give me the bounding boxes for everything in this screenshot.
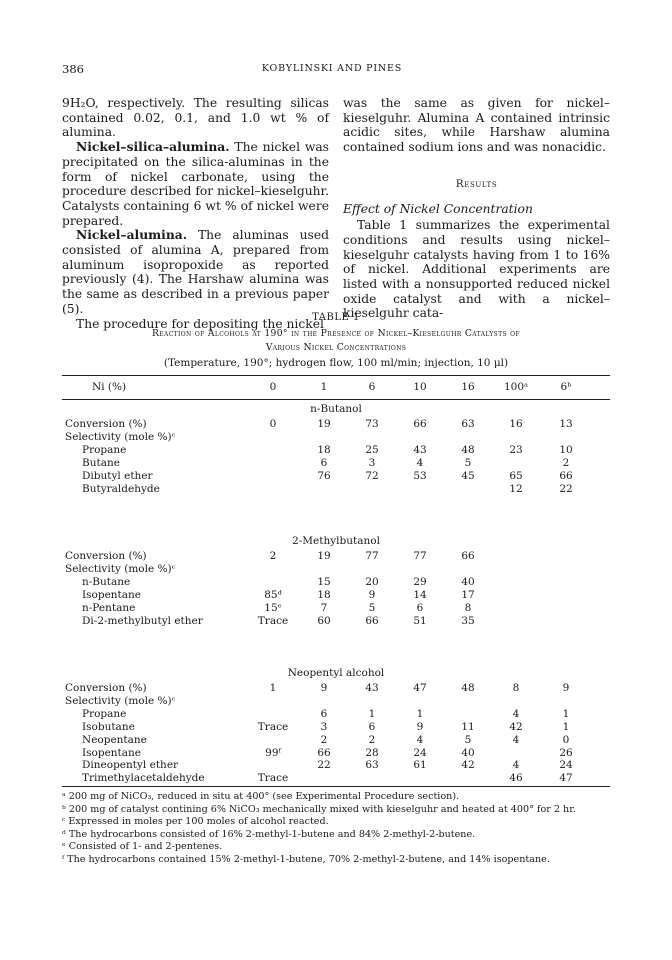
table-cell: 1 — [368, 707, 376, 720]
table-cell: 18 — [317, 588, 331, 601]
table-cell: 46 — [509, 772, 523, 785]
row-label: Dineopentyl ether — [82, 759, 179, 772]
row-label: Conversion (%) — [65, 418, 147, 430]
table-cell: 10 — [559, 443, 573, 456]
table-cell: 53 — [413, 469, 427, 482]
table-cell: 45 — [461, 469, 475, 482]
table-row — [62, 759, 610, 772]
right-column — [343, 96, 610, 321]
paragraph — [62, 140, 329, 228]
table-footnotes — [62, 791, 622, 867]
table-cell: 77 — [365, 550, 379, 562]
column-header: 0 — [269, 381, 277, 393]
table-row — [62, 734, 610, 747]
table-cell: 8 — [512, 682, 520, 694]
table-cell: 72 — [365, 469, 379, 482]
table-cell: 47 — [413, 682, 427, 694]
table-top-rule — [62, 375, 610, 376]
row-label: Butane — [82, 456, 120, 469]
table-row — [62, 470, 610, 483]
table-cell: 19 — [317, 550, 331, 562]
table-cell: 66 — [559, 469, 573, 482]
group-heading: Neopentyl alcohol — [287, 667, 385, 679]
table-cell: 48 — [461, 443, 475, 456]
paragraph: 9H₂O, respectively. The resulting silicas contained 0.02, 0.1, and 1.0 wt % of alumina. — [62, 96, 329, 140]
paragraph: The procedure for depositing the nickel — [76, 316, 324, 331]
table-cell: 15ᵉ — [264, 601, 282, 614]
table-cell: 22 — [317, 759, 331, 772]
table-cell: 60 — [317, 614, 331, 627]
paragraph: Table 1 summarizes the experimental conditions and results using nickel–kieselguhr catalysts having from 1 to 16% of nickel. Additional experiments are listed with a nonsupported reduced nickel oxide catalyst and with a nickel–kieselguhr cata- — [343, 218, 610, 321]
table-title — [62, 327, 610, 355]
table-cell: 77 — [413, 550, 427, 562]
footnote: ᶜ Expressed in moles per 100 moles of alcohol reacted. — [62, 816, 329, 828]
row-label: Dibutyl ether — [82, 469, 153, 482]
table-cell: 47 — [559, 772, 573, 785]
table-cell: 9 — [368, 588, 376, 601]
table-cell: 66 — [365, 614, 379, 627]
table-cell: 25 — [365, 443, 379, 456]
table-row — [62, 589, 610, 602]
table-cell: 2 — [269, 550, 277, 562]
table-cell: 76 — [317, 469, 331, 482]
group-heading-row — [62, 403, 610, 416]
table-cell: 22 — [559, 482, 573, 495]
table-cell: 28 — [365, 746, 379, 759]
table-row — [62, 444, 610, 457]
body-text — [62, 96, 610, 331]
table-cell: 6 — [320, 456, 328, 469]
table-cell: 5 — [464, 456, 472, 469]
running-head: KOBYLINSKI AND PINES — [261, 63, 403, 74]
table-cell: 43 — [365, 682, 379, 694]
row-label: Neopentane — [82, 733, 147, 746]
table-cell: 42 — [509, 720, 523, 733]
table-cell: 99ᶠ — [265, 746, 281, 759]
table-cell: 61 — [413, 759, 427, 772]
footnote: ᵈ The hydrocarbons consisted of 16% 2-methyl-1-butene and 84% 2-methyl-2-butene. — [62, 828, 476, 840]
table-cell: 43 — [413, 443, 427, 456]
footnote: ᵃ 200 mg of NiCO₃, reduced in situ at 400° (see Experimental Procedure section). — [62, 791, 460, 802]
table-cell: 24 — [559, 759, 573, 772]
row-label: Butyraldehyde — [82, 482, 160, 495]
row-label: Isobutane — [82, 720, 135, 733]
table-cell: 18 — [317, 443, 331, 456]
table-cell: 17 — [461, 588, 475, 601]
table-cell: 4 — [512, 759, 520, 772]
row-label: Trimethylacetaldehyde — [82, 772, 205, 785]
table-cell: 5 — [368, 601, 376, 614]
table-cell: 8 — [464, 601, 472, 614]
table-cell: 40 — [461, 746, 475, 759]
table-cell: 6 — [416, 601, 424, 614]
column-header: 10 — [413, 381, 427, 393]
table-cell: 29 — [413, 575, 427, 588]
table-cell: 63 — [365, 759, 379, 772]
table-row — [62, 457, 610, 470]
row-label: n-Pentane — [82, 601, 136, 614]
table-cell: 6 — [368, 720, 376, 733]
column-header: 16 — [461, 381, 475, 393]
table-cell: 4 — [512, 707, 520, 720]
page-header — [62, 62, 602, 78]
table-row — [62, 721, 610, 734]
table-cell: 1 — [269, 682, 277, 694]
table-row — [62, 772, 610, 785]
table-row — [62, 602, 610, 615]
row-label: Isopentane — [82, 588, 142, 601]
group-heading-row — [62, 535, 610, 548]
table-row — [62, 563, 610, 576]
paragraph: was the same as given for nickel–kieselguhr. Alumina A contained intrinsic acidic sites, while Harshaw alumina contained sodium ions and was nonacidic. — [343, 96, 610, 155]
group-heading: n-Butanol — [310, 403, 362, 415]
table-cell: 0 — [562, 733, 570, 746]
table-cell: 85ᵈ — [264, 588, 282, 601]
table-bottom-rule — [62, 786, 610, 787]
column-header: Ni (%) — [92, 381, 127, 393]
table-cell: 4 — [416, 733, 424, 746]
table-cell: 42 — [461, 759, 475, 772]
table-title-line: Various Nickel Concentrations — [265, 342, 407, 353]
footnote: ᶠ The hydrocarbons contained 15% 2-methyl-1-butene, 70% 2-methyl-2-butene, and 14% isopentane. — [62, 853, 550, 865]
table-cell: 12 — [509, 482, 523, 495]
table-row — [62, 550, 610, 563]
table-cell: 73 — [365, 418, 379, 430]
row-label: Isopentane — [82, 746, 142, 759]
footnote: ᵇ 200 mg of catalyst contining 6% NiCO₃ mechanically mixed with kieselguhr and heated at 400° for 2 hr. — [62, 803, 576, 815]
table-cell: Trace — [257, 772, 289, 785]
row-label: Selectivity (mole %)ᶜ — [65, 562, 176, 575]
page-number: 386 — [62, 62, 84, 76]
row-label: n-Butane — [82, 575, 131, 588]
table-cell: Trace — [257, 720, 289, 733]
table-cell: 7 — [320, 601, 328, 614]
table-row — [62, 747, 610, 760]
table-cell: 9 — [562, 682, 570, 694]
table-cell: 3 — [368, 456, 376, 469]
paragraph-text: The nickel was precipitated on the silica-aluminas in the form of nickel carbonate, using the procedure described for nickel–kieselguhr. Catalysts containing 6 wt % of nickel were prepared. — [62, 140, 329, 228]
row-label: Conversion (%) — [65, 550, 147, 562]
row-label: Conversion (%) — [65, 682, 147, 694]
table-number: TABLE 1 — [312, 312, 360, 323]
table-cell: 5 — [464, 733, 472, 746]
column-header: 6ᵇ — [560, 381, 572, 393]
table-row — [62, 708, 610, 721]
table-cell: 19 — [317, 418, 331, 430]
table-cell: 24 — [413, 746, 427, 759]
table-row — [62, 615, 610, 628]
column-header: 100ᵃ — [503, 381, 529, 393]
group-heading: 2-Methylbutanol — [292, 535, 380, 547]
paragraph-heading: Nickel–alumina. — [76, 227, 188, 243]
table-title-line: Reaction of Alcohols at 190° in the Presence of Nickel–Kieselguhr Catalysts of — [152, 328, 520, 339]
row-label: Selectivity (mole %)ᶜ — [65, 430, 176, 443]
table-cell: 14 — [413, 588, 427, 601]
table-cell: 13 — [559, 418, 573, 430]
table-cell: 3 — [320, 720, 328, 733]
table-cell: 1 — [562, 720, 570, 733]
table-row — [62, 431, 610, 444]
row-label: Selectivity (mole %)ᶜ — [65, 694, 176, 707]
table-cell: 40 — [461, 575, 475, 588]
table-cell: 35 — [461, 614, 475, 627]
table-row — [62, 483, 610, 496]
table-cell: 4 — [416, 456, 424, 469]
table-cell: 26 — [559, 746, 573, 759]
table-cell: 4 — [512, 733, 520, 746]
table-cell: 9 — [320, 682, 328, 694]
table-header-rule — [62, 399, 610, 400]
table-cell: 66 — [413, 418, 427, 430]
paragraph-text: The aluminas used consisted of alumina A, prepared from aluminum isopropoxide as reported previously (4). The Harshaw alumina was the same as described in a previous paper (5). — [62, 228, 329, 316]
row-label: Di-2-methylbutyl ether — [82, 614, 203, 627]
table-row — [62, 695, 610, 708]
row-label: Propane — [82, 707, 127, 720]
table-cell: 2 — [320, 733, 328, 746]
footnote: ᵉ Consisted of 1- and 2-pentenes. — [62, 841, 223, 853]
table-cell: 66 — [317, 746, 331, 759]
table-cell: 6 — [320, 707, 328, 720]
table-cell: 66 — [461, 550, 475, 562]
table-cell: 51 — [413, 614, 427, 627]
column-header: 6 — [368, 381, 376, 393]
group-heading-row — [62, 667, 610, 680]
table-cell: 65 — [509, 469, 523, 482]
paragraph — [62, 228, 329, 316]
table-cell: 20 — [365, 575, 379, 588]
table-cell: 1 — [562, 707, 570, 720]
table-cell: 2 — [368, 733, 376, 746]
table-row — [62, 576, 610, 589]
paragraph-heading: Nickel–silica–alumina. — [76, 139, 230, 155]
table-cell: 9 — [416, 720, 424, 733]
table-cell: 48 — [461, 682, 475, 694]
row-label: Propane — [82, 443, 127, 456]
left-column — [62, 96, 329, 331]
table-subtitle: (Temperature, 190°; hydrogen flow, 100 ml/min; injection, 10 μl) — [163, 357, 509, 369]
table-cell: 11 — [461, 720, 475, 733]
column-header: 1 — [320, 381, 328, 393]
table-row — [62, 682, 610, 695]
table-header-row — [62, 381, 610, 394]
table-cell: 2 — [562, 456, 570, 469]
table-cell: 23 — [509, 443, 523, 456]
section-heading: Results — [455, 177, 498, 190]
table-cell: Trace — [257, 614, 289, 627]
table-cell: 16 — [509, 418, 523, 430]
subsection-heading: Effect of Nickel Concentration — [343, 201, 533, 216]
table-row — [62, 418, 610, 431]
table-cell: 15 — [317, 575, 331, 588]
table-cell: 63 — [461, 418, 475, 430]
table-cell: 1 — [416, 707, 424, 720]
table-cell: 0 — [269, 418, 277, 430]
